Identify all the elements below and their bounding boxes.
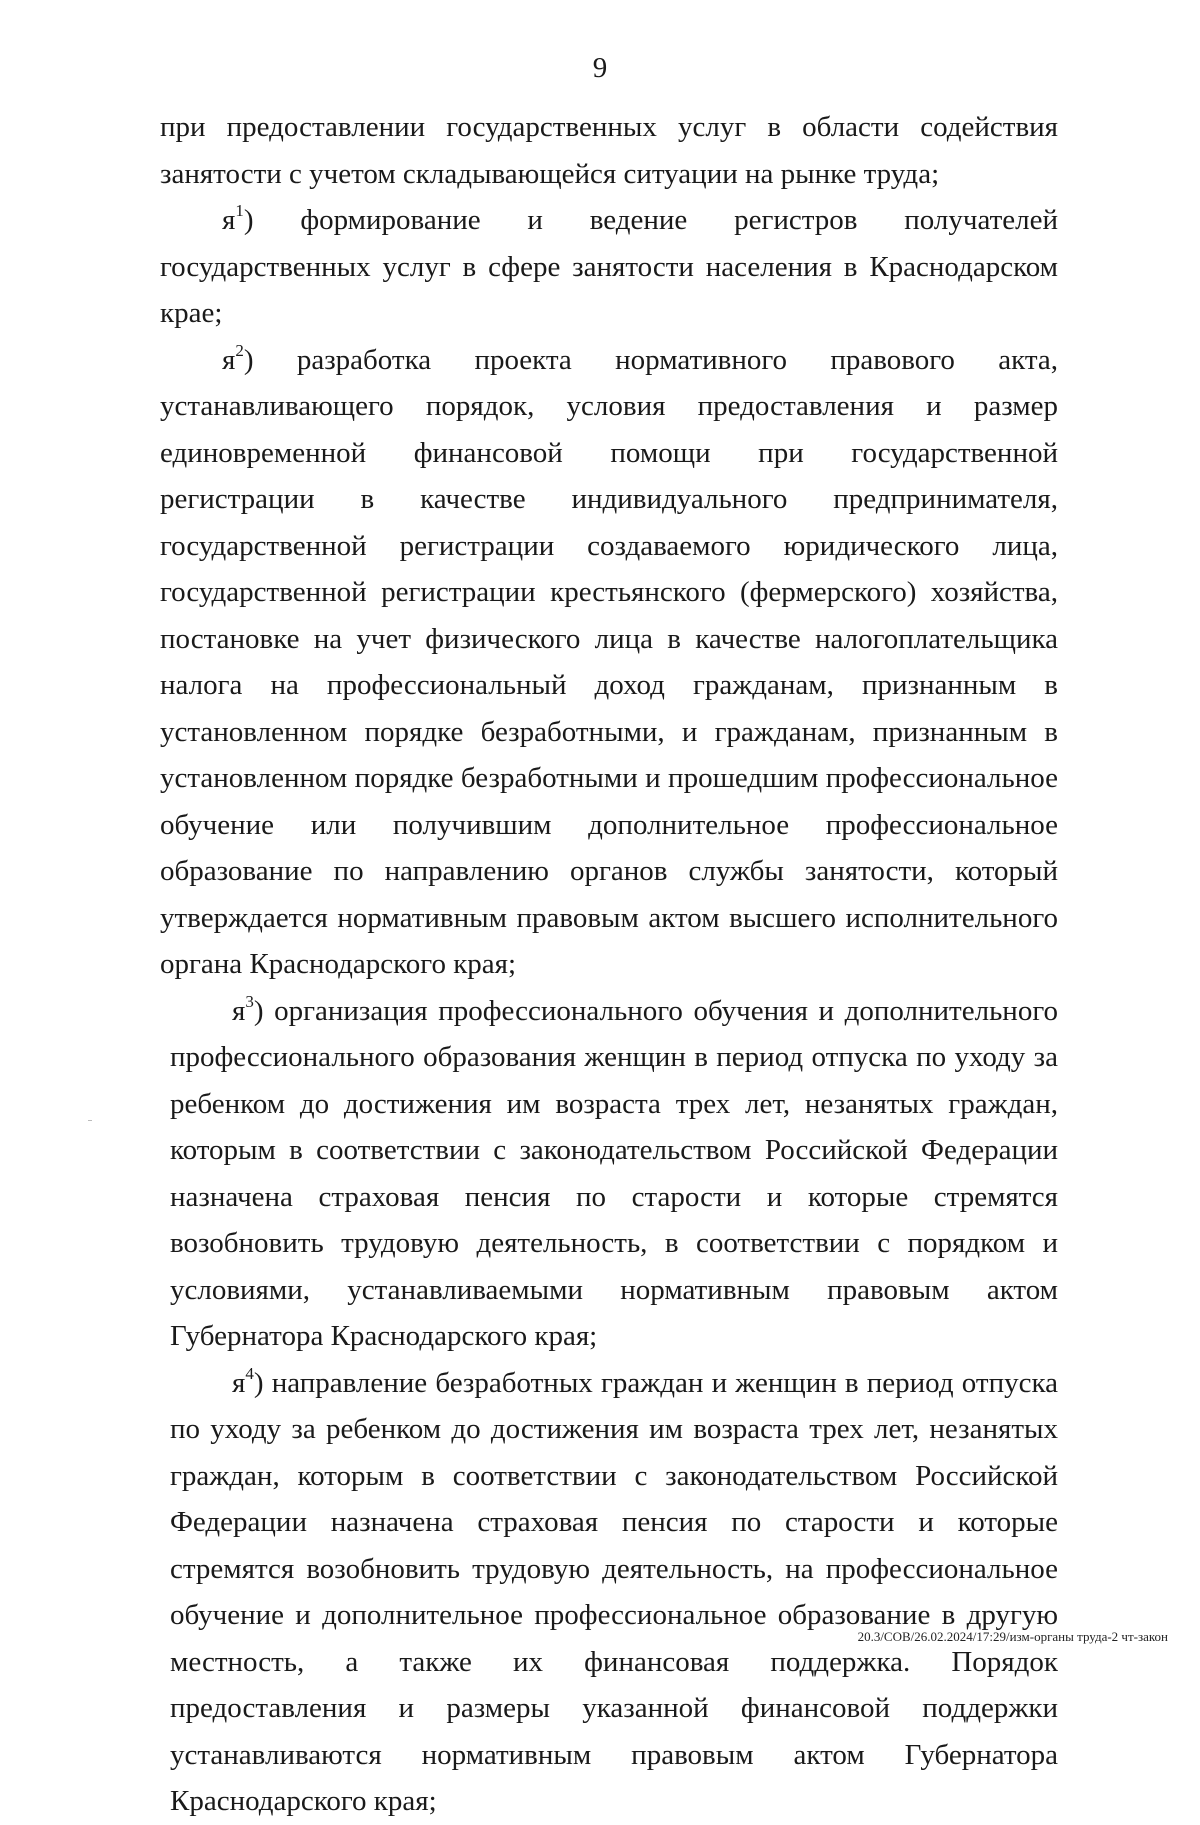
paragraph-text: формирование и ведение регистров получателей государственных услуг в сфере занятости населения в Краснодарском крае;: [160, 204, 1058, 329]
paragraph-text: организация профессионального обучения и дополнительного профессионального образования женщин в период отпуска по уходу за ребенком до достижения им возраста трех лет, незанятых граждан, которым в соответствии с законодательством Российской Федерации назначена страховая пенсия по старости и которые стремятся возобновить трудовую деятельность, в соответствии с порядком и условиями, устанавливаемыми нормативным правовым актом Губернатора Краснодарского края;: [170, 994, 1058, 1352]
paragraph-text: при предоставлении государственных услуг в области содействия занятости с учетом складывающейся ситуации на рынке труда;: [160, 111, 1058, 190]
item-marker-superscript: 2: [235, 340, 244, 360]
scan-artifact: [88, 1120, 92, 1121]
item-marker-superscript: 4: [245, 1363, 254, 1383]
item-marker-bracket: ): [253, 1366, 264, 1399]
paragraph-ya4: [170, 1360, 1058, 1825]
paragraph-text: разработка проекта нормативного правового акта, устанавливающего порядок, условия предоставления и размер единовременной финансовой помощи при государственной регистрации в качестве индивидуального предпринимателя, государственной регистрации создаваемого юридического лица, государственной регистрации крестьянского (фермерского) хозяйства, постановке на учет физического лица в качестве налогоплательщика налога на профессиональный доход гражданам, признанным в установленном порядке безработными, и гражданам, признанным в установленном порядке безработными и прошедшим профессиональное обучение или получившим дополнительное профессиональное образование по направлению органов службы занятости, который утверждается нормативным правовым актом высшего исполнительного органа Краснодарского края;: [160, 343, 1058, 980]
paragraph-text: направление безработных граждан и женщин в период отпуска по уходу за ребенком до достижения им возраста трех лет, незанятых граждан, которым в соответствии с законодательством Российской Федерации назначена страховая пенсия по старости и которые стремятся возобновить трудовую деятельность, на профессиональное обучение и дополнительное профессиональное образование в другую местность, а также их финансовая поддержка. Порядок предоставления и размеры указанной финансовой поддержки устанавливаются нормативным правовым актом Губернатора Краснодарского края;: [170, 1366, 1058, 1817]
paragraph-ya1: [160, 197, 1058, 337]
item-marker-letter: я: [232, 994, 246, 1027]
item-marker-letter: я: [232, 1366, 246, 1399]
item-marker-bracket: ): [243, 343, 254, 376]
document-footer-code: 20.3/СОВ/26.02.2024/17:29/изм-органы труда-2 чт-закон: [857, 1629, 1168, 1644]
item-marker-bracket: ): [253, 994, 264, 1027]
paragraph-ya2: [160, 337, 1058, 988]
item-marker-letter: я: [222, 204, 236, 236]
item-marker-bracket: ): [243, 204, 254, 236]
item-marker-letter: я: [222, 343, 236, 376]
page-number: 9: [592, 52, 608, 84]
paragraph-continuation: [160, 104, 1058, 197]
document-body: [160, 104, 1058, 1825]
item-marker-superscript: 1: [235, 201, 244, 221]
paragraph-ya3: [170, 988, 1058, 1360]
item-marker-superscript: 3: [245, 991, 254, 1011]
